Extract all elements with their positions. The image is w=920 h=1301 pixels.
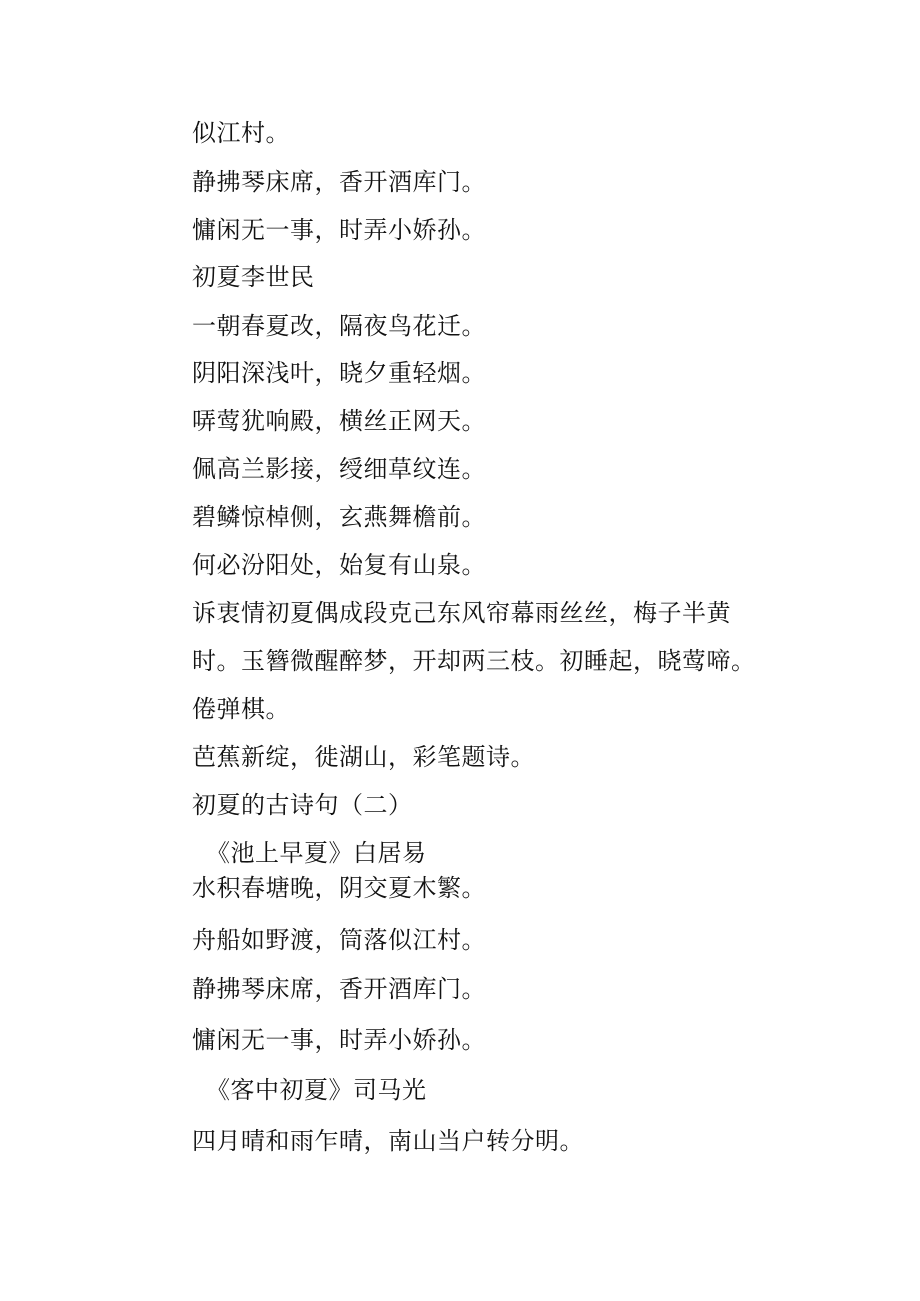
text-line: 佩高兰影接，绶细草纹连。: [192, 455, 486, 483]
text-line: 芭蕉新绽，徙湖山，彩笔题诗。: [192, 743, 535, 771]
poem-title: 初夏李世民: [192, 263, 315, 291]
poem-title: 《客中初夏》司马光: [206, 1076, 427, 1104]
text-line: 慵闲无一事，时弄小娇孙。: [192, 216, 486, 244]
text-line: 一朝春夏改，隔夜鸟花迁。: [192, 312, 486, 340]
text-line: 时。玉簪微醒醉梦，开却两三枝。初睡起，晓莺啼。: [192, 647, 756, 675]
text-line: 舟船如野渡，筒落似江村。: [192, 926, 486, 954]
text-line: 静拂琴床席，香开酒库门。: [192, 975, 486, 1003]
text-line: 何必汾阳处，始复有山泉。: [192, 551, 486, 579]
text-line: 似江村。: [192, 119, 290, 147]
text-line: 水积春塘晚，阴交夏木繁。: [192, 874, 486, 902]
text-line: 诉衷情初夏偶成段克己东风帘幕雨丝丝，梅子半黄: [192, 599, 731, 627]
text-line: 慵闲无一事，时弄小娇孙。: [192, 1026, 486, 1054]
text-line: 碧鳞惊棹侧，玄燕舞檐前。: [192, 503, 486, 531]
poem-title: 《池上早夏》白居易: [206, 839, 427, 867]
text-line: 四月晴和雨乍晴，南山当户转分明。: [192, 1127, 584, 1155]
section-heading: 初夏的古诗句（二）: [192, 791, 413, 819]
text-line: 哢莺犹响殿，横丝正网天。: [192, 407, 486, 435]
text-line: 倦弹棋。: [192, 695, 290, 723]
text-line: 静拂琴床席，香开酒库门。: [192, 168, 486, 196]
text-line: 阴阳深浅叶，晓夕重轻烟。: [192, 359, 486, 387]
